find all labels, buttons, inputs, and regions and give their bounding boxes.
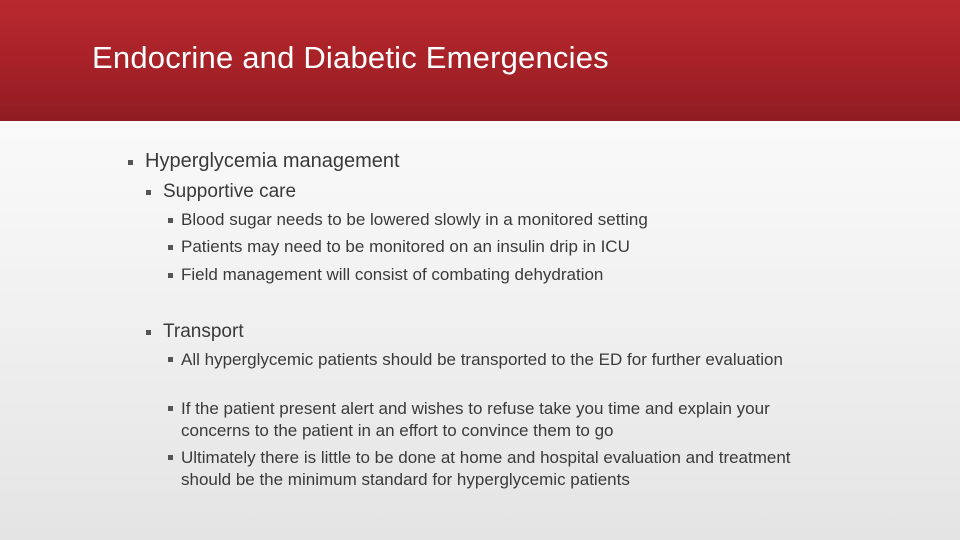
bullet-text: Hyperglycemia management [145,150,400,172]
square-bullet-icon [168,245,173,250]
bullet-transport-item-2 [168,398,821,442]
bullet-transport-item-1 [168,349,821,371]
square-bullet-icon [128,160,133,165]
bullet-transport-item-3 [168,447,821,491]
bullet-text: If the patient present alert and wishes to refuse take you time and explain your concerns to the patient in an effort to convince them to go [181,399,770,440]
bullet-supportive-care-item-2 [168,237,630,257]
square-bullet-icon [146,330,151,335]
slide-title: Endocrine and Diabetic Emergencies [92,40,609,75]
square-bullet-icon [168,273,173,278]
bullet-text: All hyperglycemic patients should be transported to the ED for further evaluation [181,350,783,369]
bullet-text: Ultimately there is little to be done at home and hospital evaluation and treatment should be the minimum standard for hyperglycemic patients [181,448,791,489]
bullet-text: Blood sugar needs to be lowered slowly in a monitored setting [181,210,648,229]
bullet-hyperglycemia-management [128,150,400,173]
square-bullet-icon [168,218,173,223]
bullet-transport [146,321,244,343]
square-bullet-icon [168,406,173,411]
bullet-text: Supportive care [163,181,297,202]
bullet-supportive-care-item-3 [168,265,603,285]
bullet-supportive-care [146,181,296,203]
bullet-text: Field management will consist of combating dehydration [181,265,604,284]
square-bullet-icon [168,357,173,362]
bullet-text: Patients may need to be monitored on an insulin drip in ICU [181,237,630,256]
square-bullet-icon [168,455,173,460]
square-bullet-icon [146,190,151,195]
bullet-supportive-care-item-1 [168,210,648,230]
bullet-text: Transport [163,321,244,342]
